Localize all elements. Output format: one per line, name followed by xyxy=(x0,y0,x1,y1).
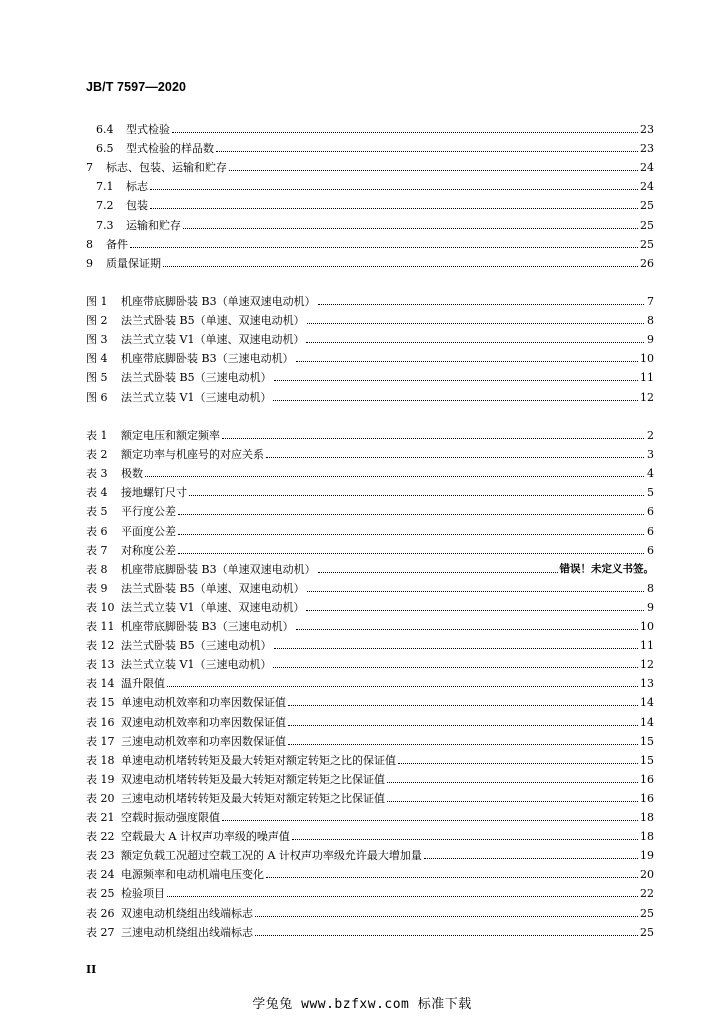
tables-entry[interactable] xyxy=(86,730,654,748)
entry-title: 包装 xyxy=(126,199,148,213)
entry-number: 表 3 xyxy=(86,467,108,481)
tables-entry[interactable] xyxy=(86,539,654,557)
dot-leader xyxy=(222,437,644,439)
entry-number: 表 2 xyxy=(86,448,108,462)
page-number: II xyxy=(86,963,97,976)
dot-leader xyxy=(306,609,644,611)
entry-page-number: 15 xyxy=(640,753,654,767)
dot-leader xyxy=(273,666,638,668)
entry-number: 表 24 xyxy=(86,868,115,882)
entry-page-number: 6 xyxy=(647,543,654,557)
entry-page-number: 15 xyxy=(640,734,654,748)
tables-entry[interactable] xyxy=(86,577,654,595)
entry-number: 表 5 xyxy=(86,505,108,519)
entry-number: 表 25 xyxy=(86,887,115,901)
entry-page-number: 11 xyxy=(640,639,654,653)
entry-title: 机座带底脚卧装 B3（三速电动机） xyxy=(121,620,294,633)
dot-leader xyxy=(273,399,638,401)
entry-page-number: 2 xyxy=(647,429,654,442)
dot-leader xyxy=(307,590,644,592)
entry-title: 机座带底脚卧装 B3（单速双速电动机） xyxy=(121,562,316,576)
figures-entry[interactable] xyxy=(86,328,654,346)
tables-entry[interactable] xyxy=(86,653,654,671)
entry-page-number: 6 xyxy=(647,524,654,538)
entry-title: 型式检验的样品数 xyxy=(126,142,214,156)
tables-entry[interactable] xyxy=(86,500,654,518)
entry-page-number: 9 xyxy=(647,333,654,347)
entry-title: 额定负载工况超过空载工况的 A 计权声功率级允许最大增加量 xyxy=(121,849,422,863)
entry-title: 空载最大 A 计权声功率级的噪声值 xyxy=(121,830,290,844)
entry-page-number: 5 xyxy=(647,486,654,500)
entry-title: 平行度公差 xyxy=(121,505,176,519)
entry-page-number: 10 xyxy=(640,620,654,633)
dot-leader xyxy=(288,743,638,745)
entry-page-number: 19 xyxy=(640,849,654,863)
dot-leader xyxy=(222,819,638,821)
entry-number: 6.5 xyxy=(96,142,114,156)
entry-page-number: 25 xyxy=(640,925,654,939)
dot-leader xyxy=(288,724,638,726)
entry-page-number: 25 xyxy=(640,237,654,251)
entry-number: 表 8 xyxy=(86,562,108,576)
tables-entry[interactable] xyxy=(86,558,654,576)
tables-entry[interactable] xyxy=(86,882,654,900)
dot-leader xyxy=(274,647,638,649)
dot-leader xyxy=(130,246,638,248)
entry-title: 法兰式卧装 B5（三速电动机） xyxy=(121,639,272,653)
tables-entry[interactable] xyxy=(86,424,654,442)
entry-title: 对称度公差 xyxy=(121,543,176,557)
entry-number: 表 1 xyxy=(86,429,108,442)
entry-page-number: 3 xyxy=(647,448,654,462)
entry-page-number: 16 xyxy=(640,772,654,786)
entry-title: 标志 xyxy=(126,180,148,194)
figures-entry[interactable] xyxy=(86,386,654,404)
entry-page-number: 7 xyxy=(647,295,654,308)
entry-title: 双速电动机堵转转矩及最大转矩对额定转矩之比保证值 xyxy=(121,772,385,786)
dot-leader xyxy=(189,494,644,496)
entry-number: 表 26 xyxy=(86,906,115,920)
entry-page-number: 24 xyxy=(640,180,654,194)
entry-number: 图 6 xyxy=(86,390,108,404)
entry-number: 表 14 xyxy=(86,677,115,691)
dot-leader xyxy=(288,704,638,706)
dot-leader xyxy=(167,685,638,687)
tables-entry[interactable] xyxy=(86,634,654,652)
entry-title: 法兰式立装 V1（单速、双速电动机） xyxy=(121,333,305,347)
entry-page-number: 18 xyxy=(640,811,654,824)
watermark-text: 学兔兔 www.bzfxw.com 标准下载 xyxy=(252,997,472,1012)
entry-title: 电源频率和电动机端电压变化 xyxy=(121,868,264,882)
entry-title: 三速电动机绕组出线端标志 xyxy=(121,925,253,939)
tables-entry[interactable] xyxy=(86,749,654,767)
dot-leader xyxy=(296,360,638,362)
entry-page-number: 9 xyxy=(647,600,654,614)
entry-title: 空载时振动强度限值 xyxy=(121,811,220,824)
entry-number: 表 16 xyxy=(86,715,115,729)
sections-entry[interactable] xyxy=(96,214,654,232)
entry-page-number: 20 xyxy=(640,868,654,882)
entry-number: 表 6 xyxy=(86,524,108,538)
sections-entry[interactable] xyxy=(96,118,654,136)
tables-entry[interactable] xyxy=(86,768,654,786)
tables-entry[interactable] xyxy=(86,806,654,824)
dot-leader xyxy=(387,800,638,802)
entry-title: 检验项目 xyxy=(121,887,165,901)
dot-leader xyxy=(172,131,638,133)
entry-page-number: 10 xyxy=(640,352,654,366)
figures-entry[interactable] xyxy=(86,290,654,308)
sections-entry[interactable] xyxy=(96,175,654,193)
entry-title: 机座带底脚卧装 B3（三速电动机） xyxy=(121,352,294,366)
tables-entry[interactable] xyxy=(86,863,654,881)
entry-number: 表 22 xyxy=(86,830,115,844)
entry-title: 法兰式卧装 B5（单速、双速电动机） xyxy=(121,581,305,595)
entry-number: 表 4 xyxy=(86,486,108,500)
entry-page-number: 18 xyxy=(640,830,654,844)
dot-leader xyxy=(163,265,638,267)
dot-leader xyxy=(296,628,638,630)
entry-title: 三速电动机堵转转矩及最大转矩对额定转矩之比保证值 xyxy=(121,791,385,805)
tables-entry[interactable] xyxy=(86,672,654,690)
entry-number: 图 3 xyxy=(86,333,108,347)
entry-page-number: 12 xyxy=(640,390,654,404)
entry-title: 双速电动机绕组出线端标志 xyxy=(121,906,253,920)
entry-page-number: 14 xyxy=(640,715,654,729)
entry-title: 运输和贮存 xyxy=(126,218,181,232)
entry-title: 单速电动机堵转转矩及最大转矩对额定转矩之比的保证值 xyxy=(121,753,396,767)
tables-entry[interactable] xyxy=(86,825,654,843)
dot-leader xyxy=(167,895,638,897)
entry-page-number: 8 xyxy=(647,581,654,595)
tables-entry[interactable] xyxy=(86,596,654,614)
entry-page-number: 25 xyxy=(640,218,654,232)
entry-page-number: 11 xyxy=(640,371,654,385)
entry-number: 图 1 xyxy=(86,295,108,308)
tables-entry[interactable] xyxy=(86,787,654,805)
dot-leader xyxy=(150,207,638,209)
entry-title: 温升限值 xyxy=(121,677,165,691)
bookmark-error: 错误！未定义书签。 xyxy=(559,562,654,575)
dot-leader xyxy=(398,762,638,764)
entry-number: 表 23 xyxy=(86,849,115,863)
tables-entry[interactable] xyxy=(86,462,654,480)
entry-page-number: 13 xyxy=(640,677,654,691)
tables-entry[interactable] xyxy=(86,481,654,499)
entry-number: 8 xyxy=(86,237,93,251)
entry-title: 极数 xyxy=(121,467,143,481)
dot-leader xyxy=(183,227,638,229)
entry-number: 表 7 xyxy=(86,543,108,557)
dot-leader xyxy=(387,781,638,783)
entry-page-number: 25 xyxy=(640,906,654,920)
entry-title: 平面度公差 xyxy=(121,524,176,538)
entry-page-number: 16 xyxy=(640,791,654,805)
figures-entry[interactable] xyxy=(86,366,654,384)
entry-number: 表 27 xyxy=(86,925,115,939)
entry-number: 表 12 xyxy=(86,639,115,653)
entry-page-number: 25 xyxy=(640,199,654,213)
entry-page-number: 12 xyxy=(640,658,654,672)
dot-leader xyxy=(292,838,638,840)
tables-entry[interactable] xyxy=(86,921,654,939)
dot-leader xyxy=(306,341,644,343)
entry-title: 额定功率与机座号的对应关系 xyxy=(121,448,264,462)
figures-entry[interactable] xyxy=(86,347,654,365)
tables-entry[interactable] xyxy=(86,520,654,538)
sections-entry[interactable] xyxy=(86,233,654,251)
entry-title: 标志、包装、运输和贮存 xyxy=(106,161,227,175)
entry-page-number: 6 xyxy=(647,505,654,519)
entry-number: 表 21 xyxy=(86,811,115,824)
entry-number: 表 17 xyxy=(86,734,115,748)
entry-title: 质量保证期 xyxy=(106,256,161,270)
entry-title: 额定电压和额定频率 xyxy=(121,429,220,442)
entry-number: 7.3 xyxy=(96,218,114,232)
dot-leader xyxy=(150,188,638,190)
entry-number: 表 11 xyxy=(86,620,115,633)
dot-leader xyxy=(318,571,558,573)
entry-title: 双速电动机效率和功率因数保证值 xyxy=(121,715,286,729)
entry-title: 三速电动机效率和功率因数保证值 xyxy=(121,734,286,748)
entry-title: 接地螺钉尺寸 xyxy=(121,486,187,500)
entry-number: 表 13 xyxy=(86,658,115,672)
entry-number: 6.4 xyxy=(96,123,114,136)
entry-page-number: 8 xyxy=(647,314,654,328)
entry-page-number: 14 xyxy=(640,696,654,710)
dot-leader xyxy=(229,169,638,171)
dot-leader xyxy=(424,857,638,859)
dot-leader xyxy=(255,915,638,917)
sections-entry[interactable] xyxy=(86,156,654,174)
dot-leader xyxy=(266,456,644,458)
entry-title: 单速电动机效率和功率因数保证值 xyxy=(121,696,286,710)
tables-entry[interactable] xyxy=(86,902,654,920)
entry-page-number: 23 xyxy=(640,142,654,156)
dot-leader xyxy=(318,303,644,305)
entry-page-number: 24 xyxy=(640,161,654,175)
entry-number: 9 xyxy=(86,256,93,270)
entry-number: 7.1 xyxy=(96,180,114,194)
entry-title: 法兰式卧装 B5（单速、双速电动机） xyxy=(121,314,305,328)
entry-title: 法兰式立装 V1（三速电动机） xyxy=(121,658,272,672)
dot-leader xyxy=(178,533,644,535)
entry-number: 7.2 xyxy=(96,199,114,213)
entry-number: 表 15 xyxy=(86,696,115,710)
dot-leader xyxy=(274,379,638,381)
sections-entry[interactable] xyxy=(86,252,654,270)
entry-number: 表 9 xyxy=(86,581,108,595)
dot-leader xyxy=(178,513,644,515)
dot-leader xyxy=(266,876,638,878)
entry-title: 备件 xyxy=(106,237,128,251)
dot-leader xyxy=(145,475,644,477)
entry-title: 法兰式立装 V1（单速、双速电动机） xyxy=(121,600,305,614)
sections-entry[interactable] xyxy=(96,194,654,212)
entry-number: 表 19 xyxy=(86,772,115,786)
entry-number: 表 18 xyxy=(86,753,115,767)
entry-title: 法兰式卧装 B5（三速电动机） xyxy=(121,371,272,385)
figures-entry[interactable] xyxy=(86,309,654,327)
entry-number: 表 20 xyxy=(86,791,115,805)
entry-title: 型式检验 xyxy=(126,123,170,136)
entry-page-number: 23 xyxy=(640,123,654,136)
dot-leader xyxy=(216,150,638,152)
entry-title: 机座带底脚卧装 B3（单速双速电动机） xyxy=(121,295,316,308)
entry-number: 表 10 xyxy=(86,600,115,614)
entry-number: 图 4 xyxy=(86,352,108,366)
sections-entry[interactable] xyxy=(96,137,654,155)
dot-leader xyxy=(307,322,644,324)
tables-entry[interactable] xyxy=(86,844,654,862)
entry-number: 7 xyxy=(86,161,93,175)
tables-entry[interactable] xyxy=(86,691,654,709)
entry-number: 图 5 xyxy=(86,371,108,385)
tables-entry[interactable] xyxy=(86,711,654,729)
entry-number: 图 2 xyxy=(86,314,108,328)
tables-entry[interactable] xyxy=(86,443,654,461)
document-header: JB/T 7597—2020 xyxy=(86,80,187,94)
dot-leader xyxy=(255,934,638,936)
tables-entry[interactable] xyxy=(86,615,654,633)
entry-title: 法兰式立装 V1（三速电动机） xyxy=(121,390,272,404)
entry-page-number: 22 xyxy=(640,887,654,901)
entry-page-number: 4 xyxy=(647,467,654,481)
dot-leader xyxy=(178,552,644,554)
entry-page-number: 26 xyxy=(640,256,654,270)
